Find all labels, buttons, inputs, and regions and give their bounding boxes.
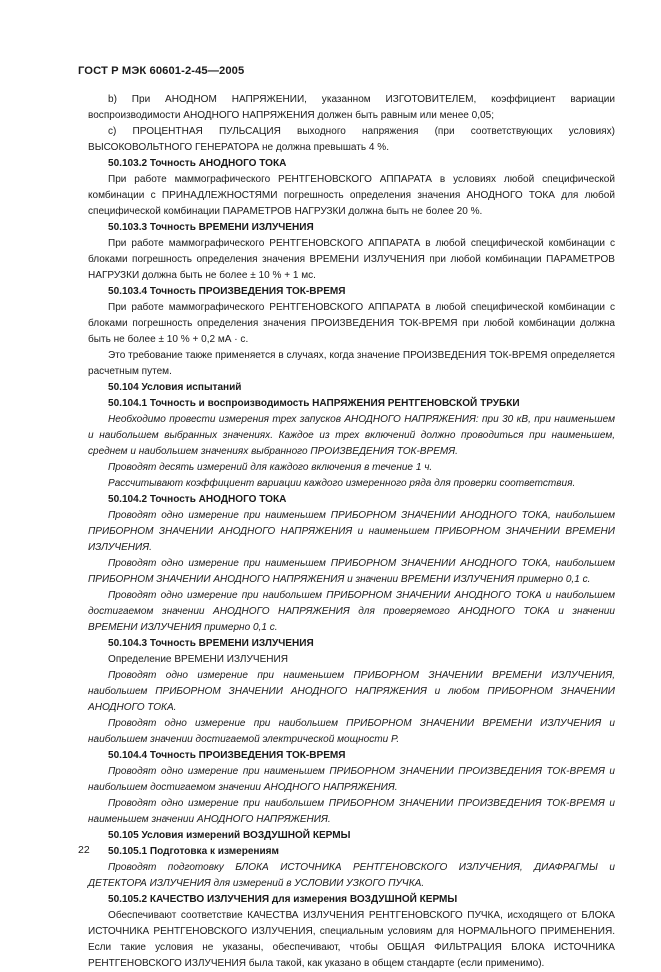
section-heading: 50.104 Условия испытаний — [108, 382, 242, 393]
section-heading: 50.104.1 Точность и воспроизводимость НАПРЯЖЕНИЯ РЕНТГЕНОВСКОЙ ТРУБКИ — [108, 398, 520, 409]
section-heading: 50.103.4 Точность ПРОИЗВЕДЕНИЯ ТОК-ВРЕМЯ — [108, 286, 346, 297]
paragraph: Проводят одно измерение при наибольшем ПРИБОРНОМ ЗНАЧЕНИИ ВРЕМЕНИ ИЗЛУЧЕНИЯ и наибольшем значении достигаемой электрической мощности P. — [88, 718, 615, 745]
paragraph: Проводят подготовку БЛОКА ИСТОЧНИКА РЕНТГЕНОВСКОГО ИЗЛУЧЕНИЯ, ДИАФРАГМЫ и ДЕТЕКТОРА ИЗЛУЧЕНИЯ для измерений в УСЛОВИИ УЗКОГО ПУЧКА. — [88, 862, 615, 889]
paragraph: Проводят одно измерение при наименьшем ПРИБОРНОМ ЗНАЧЕНИИ АНОДНОГО ТОКА, наибольшем ПРИБОРНОМ ЗНАЧЕНИИ АНОДНОГО НАПРЯЖЕНИЯ и значении ВРЕМЕНИ ИЗЛУЧЕНИЯ примерно 0,1 с. — [88, 558, 615, 585]
section-heading: 50.103.2 Точность АНОДНОГО ТОКА — [108, 158, 287, 169]
paragraph: Необходимо провести измерения трех запусков АНОДНОГО НАПРЯЖЕНИЯ: при 30 кВ, при наименьшем и наибольшем выбранных значениях. Каждое из трех включений должно проводиться при наименьшем, среднем и наибольшем значениях выбранного ПРОИЗВЕДЕНИЯ ТОК-ВРЕМЯ. — [88, 414, 615, 457]
paragraph: Рассчитывают коэффициент вариации каждого измеренного ряда для проверки соответствия. — [108, 478, 576, 489]
paragraph: Обеспечивают соответствие КАЧЕСТВА ИЗЛУЧЕНИЯ РЕНТГЕНОВСКОГО ПУЧКА, исходящего от БЛОКА ИСТОЧНИКА РЕНТГЕНОВСКОГО ИЗЛУЧЕНИЯ, специальным условиям для НОРМАЛЬНОГО ПРИМЕНЕНИЯ. Если такие условия не указаны, обеспечивают, чтобы ОБЩАЯ ФИЛЬТРАЦИЯ БЛОКА ИСТОЧНИКА РЕНТГЕНОВСКОГО ИЗЛУЧЕНИЯ была такой, как указано в общем стандарте (если применимо). — [88, 910, 615, 969]
section-heading: 50.105 Условия измерений ВОЗДУШНОЙ КЕРМЫ — [108, 830, 351, 841]
section-heading: 50.103.3 Точность ВРЕМЕНИ ИЗЛУЧЕНИЯ — [108, 222, 314, 233]
paragraph: При работе маммографического РЕНТГЕНОВСКОГО АППАРАТА в условиях любой специфической комбинации с ПРИНАДЛЕЖНОСТЯМИ погрешность определения значения АНОДНОГО ТОКА для любой специфической комбинации ПАРАМЕТРОВ НАГРУЗКИ должна быть не более 20 %. — [88, 174, 615, 217]
paragraph: c) ПРОЦЕНТНАЯ ПУЛЬСАЦИЯ выходного напряжения (при соответствующих условиях) ВЫСОКОВОЛЬТНОГО ГЕНЕРАТОРА не должна превышать 4 %. — [88, 126, 615, 153]
paragraph: Проводят одно измерение при наименьшем ПРИБОРНОМ ЗНАЧЕНИИ ПРОИЗВЕДЕНИЯ ТОК-ВРЕМЯ и наибольшем достигаемом значении АНОДНОГО НАПРЯЖЕНИЯ. — [88, 766, 615, 793]
document-body — [88, 92, 615, 972]
section-heading: 50.104.3 Точность ВРЕМЕНИ ИЗЛУЧЕНИЯ — [108, 638, 314, 649]
paragraph: Проводят десять измерений для каждого включения в течение 1 ч. — [108, 462, 433, 473]
section-heading: 50.105.2 КАЧЕСТВО ИЗЛУЧЕНИЯ для измерения ВОЗДУШНОЙ КЕРМЫ — [108, 894, 458, 905]
paragraph: При работе маммографического РЕНТГЕНОВСКОГО АППАРАТА в любой специфической комбинации с блоками погрешность определения значения ПРОИЗВЕДЕНИЯ ТОК-ВРЕМЯ при любой комбинации должна быть не более ± 10 % + 0,2 мА · с. — [88, 302, 615, 345]
paragraph: Проводят одно измерение при наименьшем ПРИБОРНОМ ЗНАЧЕНИИ АНОДНОГО ТОКА, наибольшем ПРИБОРНОМ ЗНАЧЕНИИ АНОДНОГО НАПРЯЖЕНИЯ и наименьшем ПРИБОРНОМ ЗНАЧЕНИИ ВРЕМЕНИ ИЗЛУЧЕНИЯ. — [88, 510, 615, 553]
paragraph: При работе маммографического РЕНТГЕНОВСКОГО АППАРАТА в любой специфической комбинации с блоками погрешность определения значения ВРЕМЕНИ ИЗЛУЧЕНИЯ при любой комбинации ПАРАМЕТРОВ НАГРУЗКИ должна быть не более ± 10 % + 1 мс. — [88, 238, 615, 281]
section-heading: 50.104.4 Точность ПРОИЗВЕДЕНИЯ ТОК-ВРЕМЯ — [108, 750, 346, 761]
paragraph: b) При АНОДНОМ НАПРЯЖЕНИИ, указанном ИЗГОТОВИТЕЛЕМ, коэффициент вариации воспроизводимости АНОДНОГО НАПРЯЖЕНИЯ должен быть равным или менее 0,05; — [88, 94, 615, 121]
paragraph: Это требование также применяется в случаях, когда значение ПРОИЗВЕДЕНИЯ ТОК-ВРЕМЯ определяется расчетным путем. — [88, 350, 615, 377]
paragraph: Определение ВРЕМЕНИ ИЗЛУЧЕНИЯ — [108, 654, 289, 665]
paragraph: Проводят одно измерение при наименьшем ПРИБОРНОМ ЗНАЧЕНИИ ВРЕМЕНИ ИЗЛУЧЕНИЯ, наибольшем ПРИБОРНОМ ЗНАЧЕНИИ АНОДНОГО НАПРЯЖЕНИЯ и любом ПРИБОРНОМ ЗНАЧЕНИИ АНОДНОГО ТОКА. — [88, 670, 615, 713]
section-heading: 50.104.2 Точность АНОДНОГО ТОКА — [108, 494, 287, 505]
section-heading: 50.105.1 Подготовка к измерениям — [108, 846, 279, 857]
paragraph: Проводят одно измерение при наибольшем ПРИБОРНОМ ЗНАЧЕНИИ ПРОИЗВЕДЕНИЯ ТОК-ВРЕМЯ и наименьшем значении АНОДНОГО НАПРЯЖЕНИЯ. — [88, 798, 615, 825]
paragraph: Проводят одно измерение при наибольшем ПРИБОРНОМ ЗНАЧЕНИИ АНОДНОГО ТОКА и наибольшем достигаемом значении АНОДНОГО НАПРЯЖЕНИЯ для проверяемого АНОДНОГО ТОКА и значении ВРЕМЕНИ ИЗЛУЧЕНИЯ примерно 0,1 с. — [88, 590, 615, 633]
document-header: ГОСТ Р МЭК 60601-2-45—2005 — [78, 65, 245, 77]
page-number: 22 — [78, 844, 90, 856]
